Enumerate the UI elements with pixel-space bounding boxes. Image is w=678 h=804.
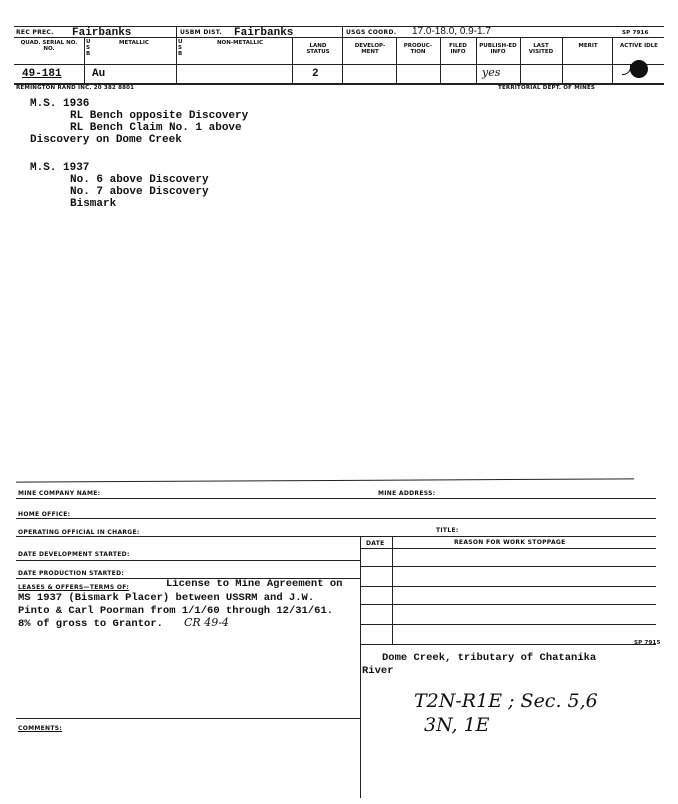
quad-serial-label: QUAD. SERIAL NO. NO. bbox=[20, 40, 78, 52]
claim-line: RL Bench opposite Discovery bbox=[70, 110, 249, 122]
rec-prec-label: REC PREC. bbox=[16, 29, 54, 36]
comments-label: COMMENTS: bbox=[18, 725, 63, 732]
active-idle-dot bbox=[630, 60, 648, 78]
published-info-label: PUBLISH-ED INFO bbox=[479, 43, 517, 55]
leases-label: LEASES & OFFERS—TERMS OF: bbox=[18, 584, 130, 591]
usbm-dist-value: Fairbanks bbox=[234, 27, 294, 39]
claims-list bbox=[30, 98, 248, 210]
location-line-1: Dome Creek, tributary of Chatanika bbox=[382, 652, 597, 664]
title-label: TITLE: bbox=[436, 527, 459, 534]
printer-imprint: REMINGTON RAND INC. 20 382 8801 bbox=[16, 85, 135, 91]
metallic-label: METALLIC bbox=[119, 40, 149, 46]
usb-marker-metallic: U S B bbox=[86, 39, 91, 57]
home-office-label: HOME OFFICE: bbox=[18, 511, 71, 518]
land-status-label: LAND STATUS bbox=[306, 43, 330, 55]
usgs-coord-label: USGS COORD. bbox=[346, 29, 397, 36]
leases-line-1: License to Mine Agreement on bbox=[166, 578, 343, 590]
claim-line: Discovery on Dome Creek bbox=[30, 134, 182, 146]
claim-line: M.S. 1936 bbox=[30, 98, 90, 110]
published-value: yes bbox=[482, 66, 501, 79]
location-line-2: River bbox=[362, 665, 394, 677]
development-label: DEVELOP-MENT bbox=[354, 43, 386, 55]
claim-line: RL Bench Claim No. 1 above bbox=[70, 122, 242, 134]
usb-marker-nonmetallic: U S B bbox=[178, 39, 183, 57]
date-column-label: DATE bbox=[366, 540, 385, 547]
leases-line-2: MS 1937 (Bismark Placer) between USSRM and J.W. bbox=[18, 592, 315, 604]
filed-info-label: FILED INFO bbox=[449, 43, 467, 55]
claim-line: No. 6 above Discovery bbox=[70, 174, 209, 186]
reason-column-label: REASON FOR WORK STOPPAGE bbox=[454, 539, 566, 546]
land-status-value: 2 bbox=[312, 68, 319, 80]
territorial-imprint: TERRITORIAL DEPT. OF MINES bbox=[498, 85, 596, 91]
non-metallic-label: NON-METALLIC bbox=[216, 40, 264, 46]
active-idle-label: ACTIVE IDLE bbox=[620, 43, 658, 49]
idle-mark bbox=[622, 64, 631, 75]
production-label: PRODUC-TION bbox=[403, 43, 433, 55]
form-code-2: SP 7915 bbox=[634, 640, 661, 646]
claim-line bbox=[30, 146, 248, 158]
form-code: SP 7916 bbox=[622, 30, 649, 36]
leases-reference: CR 49-4 bbox=[184, 616, 229, 629]
leases-line-3: Pinto & Carl Poorman from 1/1/60 through 12/31/61. bbox=[18, 605, 334, 617]
handwritten-township: T2N-R1E ; Sec. 5,6 bbox=[414, 690, 598, 712]
mine-address-label: MINE ADDRESS: bbox=[378, 490, 436, 497]
claim-line: Bismark bbox=[70, 198, 117, 210]
metallic-value: Au bbox=[92, 68, 106, 80]
leases-line-4: 8% of gross to Grantor. bbox=[18, 618, 163, 630]
usgs-coord-value: 17.0-18.0, 0.9-1.7 bbox=[412, 26, 491, 37]
rec-prec-value: Fairbanks bbox=[72, 27, 132, 39]
claim-line: No. 7 above Discovery bbox=[70, 186, 209, 198]
handwritten-range: 3N, 1E bbox=[424, 714, 490, 736]
date-production-label: DATE PRODUCTION STARTED: bbox=[18, 570, 125, 577]
claim-line: M.S. 1937 bbox=[30, 162, 90, 174]
operating-official-label: OPERATING OFFICIAL IN CHARGE: bbox=[18, 529, 140, 536]
last-visited-label: LAST VISITED bbox=[528, 43, 554, 55]
mine-company-label: MINE COMPANY NAME: bbox=[18, 490, 101, 497]
date-development-label: DATE DEVELOPMENT STARTED: bbox=[18, 551, 130, 558]
merit-label: MERIT bbox=[578, 43, 598, 49]
usbm-dist-label: USBM DIST. bbox=[180, 29, 222, 36]
serial-value: 49-181 bbox=[22, 68, 62, 80]
